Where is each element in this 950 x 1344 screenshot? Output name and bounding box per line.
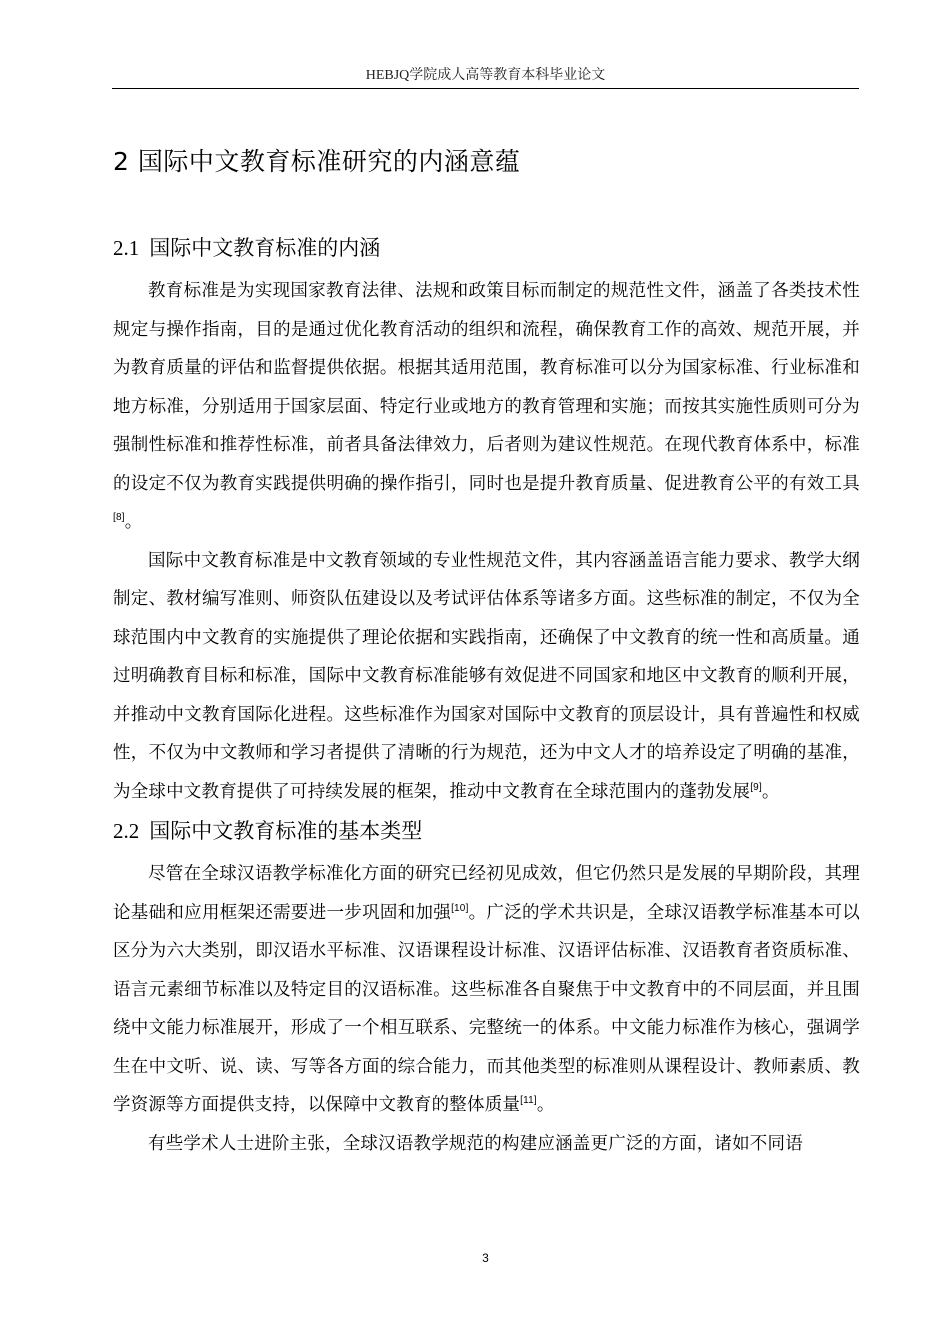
paragraph-end: 。 [761, 781, 780, 802]
section-number: 2.2 [113, 819, 140, 843]
section-title: 国际中文教育标准的内涵 [149, 236, 381, 260]
paragraph-text: 。广泛的学术共识是，全球汉语教学标准基本可以区分为六大类别，即汉语水平标准、汉语课程设计标准、汉语评估标准、汉语教育者资质标准、语言元素细节标准以及特定目的汉语标准。这些标准各自聚焦于中文教育中的不同层面，并且围绕中文能力标准展开，形成了一个相互联系、完整统一的体系。中文能力标准作为核心，强调学生在中文听、说、读、写等各方面的综合能力，而其他类型的标准则从课程设计、教师素质、教学资源等方面提供支持，以保障中文教育的整体质量 [113, 902, 860, 1115]
section-heading-2-1 [113, 228, 860, 268]
paragraph [113, 542, 860, 812]
paragraph-end: 。 [536, 1095, 555, 1115]
paragraph-text: 国际中文教育标准是中文教育领域的专业性规范文件，其内容涵盖语言能力要求、教学大纲制定、教材编写准则、师资队伍建设以及考试评估体系等诸多方面。这些标准的制定，不仅为全球范围内中文教育的实施提供了理论依据和实践指南，还确保了中文教育的统一性和高质量。通过明确教育目标和标准，国际中文教育标准能够有效促进不同国家和地区中文教育的顺利开展，并推动中文教育国际化进程。这些标准作为国家对国际中文教育的顶层设计，具有普遍性和权威性，不仅为中文教师和学习者提供了清晰的行为规范，还为中文人才的培养设定了明确的基准，为全球中文教育提供了可持续发展的框架，推动中文教育在全球范围内的蓬勃发展 [113, 550, 860, 802]
paragraph-text: 教育标准是为实现国家教育法律、法规和政策目标而制定的规范性文件，涵盖了各类技术性规定与操作指南，目的是通过优化教育活动的组织和流程，确保教育工作的高效、规范开展，并为教育质量的评估和监督提供依据。根据其适用范围，教育标准可以分为国家标准、行业标准和地方标准，分别适用于国家层面、特定行业或地方的教育管理和实施；而按其实施性质则可分为强制性标准和推荐性标准，前者具备法律效力，后者则为建议性规范。在现代教育体系中，标准的设定不仅为教育实践提供明确的操作指引，同时也是提升教育质量、促进教育公平的有效工具 [113, 281, 860, 494]
header-rule [112, 88, 859, 89]
running-header: HEBJQ学院成人高等教育本科毕业论文 [365, 68, 606, 83]
paragraph-text: 有些学术人士进阶主张，全球汉语教学规范的构建应涵盖更广泛的方面，诸如不同语 [148, 1133, 803, 1154]
section-heading-2-2 [113, 811, 860, 851]
citation: [11] [520, 1095, 537, 1107]
citation: [10] [451, 902, 469, 914]
section-title: 国际中文教育标准的基本类型 [149, 819, 423, 843]
section-number: 2.1 [113, 236, 140, 260]
citation: [8] [113, 512, 125, 524]
chapter-title: 2 国际中文教育标准研究的内涵意蕴 [113, 147, 521, 176]
paragraph [113, 272, 860, 542]
paragraph [113, 1125, 860, 1164]
page-number: 3 [482, 1251, 489, 1265]
paragraph-end: 。 [124, 512, 143, 532]
paragraph-text: 尽管在全球汉语教学标准化方面的研究已经初见成效，但它仍然只是发展的早期阶段，其理论基础和应用框架还需要进一步巩固和加强 [113, 864, 860, 923]
page-body [113, 142, 860, 1163]
citation: [9] [750, 781, 762, 793]
paragraph [113, 855, 860, 1125]
